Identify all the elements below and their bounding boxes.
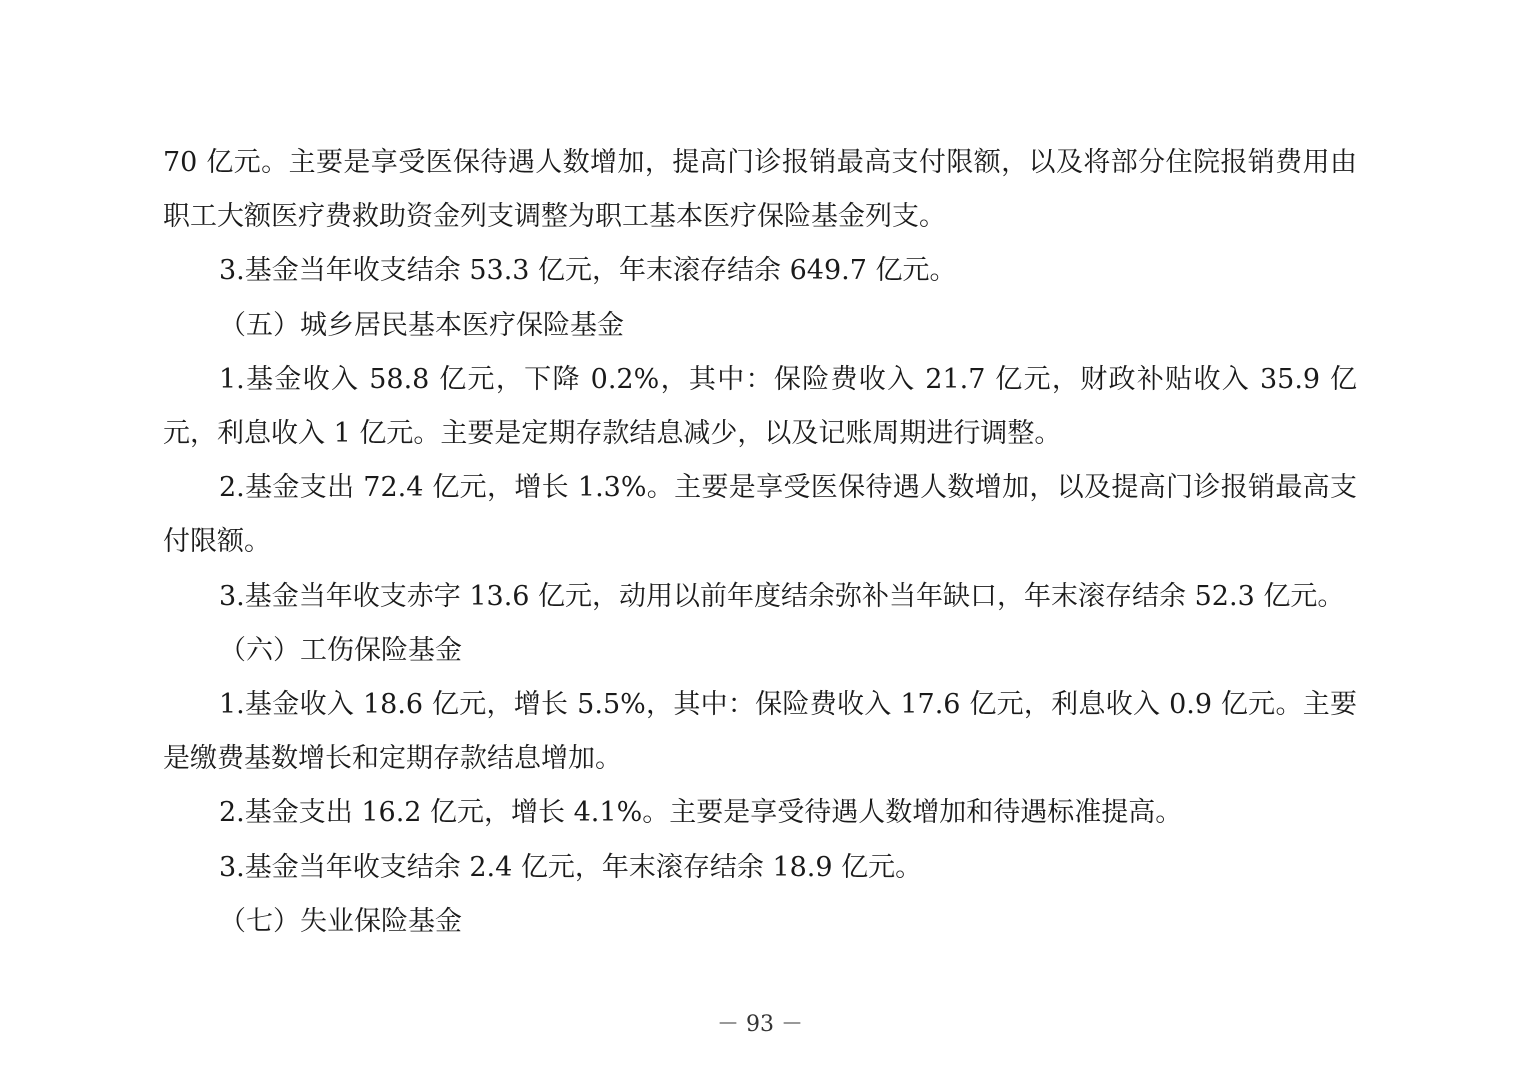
paragraph-work-injury-income: 1.基金收入 18.6 亿元，增长 5.5%，其中：保险费收入 17.6 亿元，利息收入 0.9 亿元。主要是缴费基数增长和定期存款结息增加。	[163, 689, 1357, 775]
document-body	[163, 136, 1357, 949]
paragraph-work-injury-expense: 2.基金支出 16.2 亿元，增长 4.1%。主要是享受待遇人数增加和待遇标准提高。	[219, 797, 1183, 829]
paragraph-employee-medical-balance: 3.基金当年收支结余 53.3 亿元，年末滚存结余 649.7 亿元。	[219, 255, 957, 287]
paragraph-work-injury-balance: 3.基金当年收支结余 2.4 亿元，年末滚存结余 18.9 亿元。	[219, 851, 923, 883]
page-number: － 93 －	[717, 1012, 803, 1037]
paragraph-resident-medical-expense: 2.基金支出 72.4 亿元，增长 1.3%。主要是享受医保待遇人数增加，以及提高门诊报销最高支付限额。	[163, 472, 1357, 558]
section-heading-unemployment-fund: （七）失业保险基金	[219, 905, 462, 937]
paragraph-resident-medical-deficit: 3.基金当年收支赤字 13.6 亿元，动用以前年度结余弥补当年缺口，年末滚存结余 52.3 亿元。	[219, 580, 1345, 612]
section-heading-work-injury-fund: （六）工伤保险基金	[219, 634, 462, 666]
paragraph-medical-expense-reason: 70 亿元。主要是享受医保待遇人数增加，提高门诊报销最高支付限额，以及将部分住院报销费用由职工大额医疗费救助资金列支调整为职工基本医疗保险基金列支。	[163, 147, 1357, 233]
section-heading-resident-medical-fund: （五）城乡居民基本医疗保险基金	[219, 309, 624, 341]
paragraph-resident-medical-income: 1.基金收入 58.8 亿元，下降 0.2%，其中：保险费收入 21.7 亿元，财政补贴收入 35.9 亿元，利息收入 1 亿元。主要是定期存款结息减少，以及记账周期进行调整。	[163, 363, 1357, 450]
